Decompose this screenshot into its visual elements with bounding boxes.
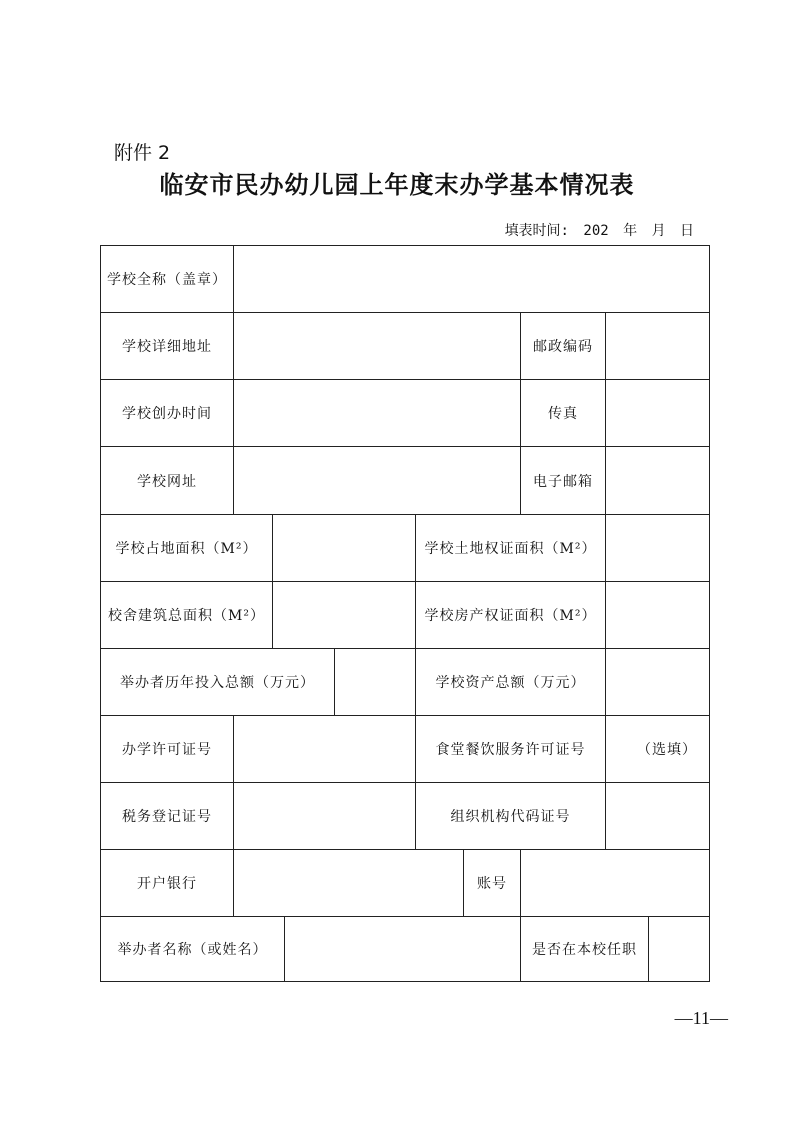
form-row (101, 716, 709, 783)
investment-field[interactable] (335, 649, 416, 715)
fax-field[interactable] (606, 380, 709, 446)
form-row (101, 649, 709, 716)
form-row (101, 246, 709, 313)
land-area-field[interactable] (273, 515, 416, 581)
school-name-label: 学校全称（盖章） (101, 246, 234, 312)
website-field[interactable] (234, 447, 521, 514)
attachment-label: 附件 2 (114, 142, 171, 164)
property-cert-area-field[interactable] (606, 582, 709, 648)
school-name-field[interactable] (234, 246, 709, 312)
form-row (101, 783, 709, 850)
license-field[interactable] (234, 716, 416, 782)
email-label: 电子邮箱 (521, 447, 606, 514)
license-label: 办学许可证号 (101, 716, 234, 782)
postcode-field[interactable] (606, 313, 709, 379)
form-row (101, 515, 709, 582)
page-title: 临安市民办幼儿园上年度末办学基本情况表 (159, 171, 635, 199)
form-row (101, 313, 709, 380)
form-row (101, 380, 709, 447)
assets-label: 学校资产总额（万元） (416, 649, 606, 715)
sponsor-label: 举办者名称（或姓名） (101, 917, 285, 981)
founded-label: 学校创办时间 (101, 380, 234, 446)
canteen-license-label: 食堂餐饮服务许可证号 (416, 716, 606, 782)
email-field[interactable] (606, 447, 709, 514)
bank-field[interactable] (234, 850, 464, 916)
address-label: 学校详细地址 (101, 313, 234, 379)
tax-field[interactable] (234, 783, 416, 849)
form-row (101, 447, 709, 515)
building-area-field[interactable] (273, 582, 416, 648)
founded-field[interactable] (234, 380, 521, 446)
address-field[interactable] (234, 313, 521, 379)
form-row (101, 917, 709, 981)
land-cert-area-label: 学校土地权证面积（M²） (416, 515, 606, 581)
assets-field[interactable] (606, 649, 709, 715)
form-row (101, 850, 709, 917)
org-code-field[interactable] (606, 783, 709, 849)
page-number: —11— (674, 1008, 728, 1028)
property-cert-area-label: 学校房产权证面积（M²） (416, 582, 606, 648)
fill-date: 填表时间: 202 年 月 日 (504, 223, 694, 239)
tax-label: 税务登记证号 (101, 783, 234, 849)
in-office-label: 是否在本校任职 (521, 917, 649, 981)
bank-label: 开户银行 (101, 850, 234, 916)
postcode-label: 邮政编码 (521, 313, 606, 379)
account-label: 账号 (464, 850, 521, 916)
investment-label: 举办者历年投入总额（万元） (101, 649, 335, 715)
website-label: 学校网址 (101, 447, 234, 514)
land-area-label: 学校占地面积（M²） (101, 515, 273, 581)
org-code-label: 组织机构代码证号 (416, 783, 606, 849)
form-row (101, 582, 709, 649)
canteen-license-field[interactable]: （选填） (637, 742, 697, 758)
fax-label: 传真 (521, 380, 606, 446)
building-area-label: 校舍建筑总面积（M²） (101, 582, 273, 648)
sponsor-field[interactable] (285, 917, 521, 981)
in-office-field[interactable] (649, 917, 709, 981)
land-cert-area-field[interactable] (606, 515, 709, 581)
account-field[interactable] (521, 850, 709, 916)
basic-info-form (100, 245, 710, 982)
